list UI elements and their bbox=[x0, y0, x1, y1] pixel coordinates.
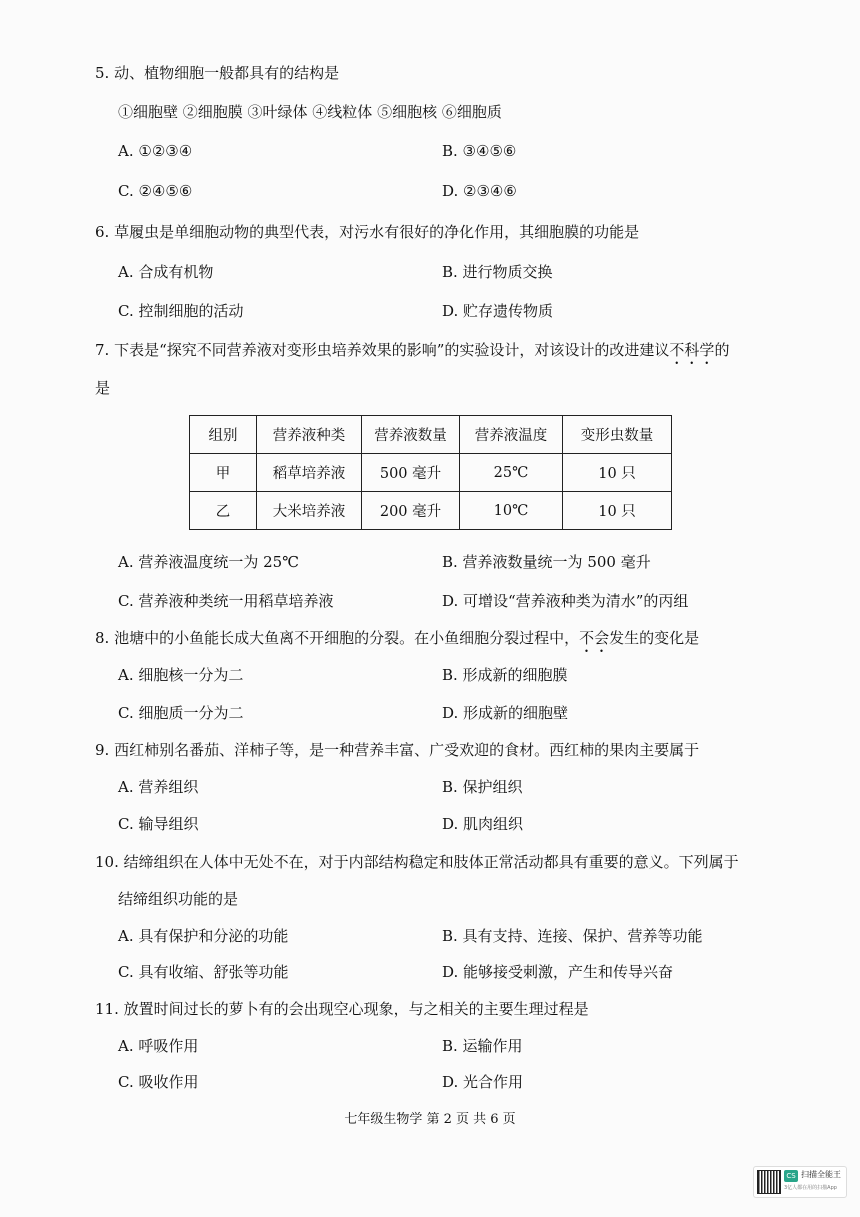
question-7-stem: 7. 下表是“探究不同营养液对变形虫培养效果的影响”的实验设计，对该设计的改进建议不科学的 bbox=[95, 341, 730, 359]
table-header: 营养液温度 bbox=[460, 416, 563, 454]
table-cell: 25℃ bbox=[460, 454, 563, 492]
question-9-stem: 9. 西红柿别名番茄、洋柿子等，是一种营养丰富、广受欢迎的食材。西红柿的果肉主要属于 bbox=[95, 741, 700, 759]
scanner-app-tagline: 3亿人都在用的扫描App bbox=[784, 1185, 837, 1191]
question-9-option-d: D. 肌肉组织 bbox=[442, 815, 524, 833]
table-cell: 稻草培养液 bbox=[257, 454, 362, 492]
question-10-stem-line2: 结缔组织功能的是 bbox=[118, 890, 239, 908]
question-5-stem: 5. 动、植物细胞一般都具有的结构是 bbox=[95, 64, 340, 82]
table-row bbox=[190, 454, 672, 492]
question-7-option-c: C. 营养液种类统一用稻草培养液 bbox=[118, 592, 334, 610]
question-7-stem-line2: 是 bbox=[95, 379, 111, 397]
page-footer: 七年级生物学 第 2 页 共 6 页 bbox=[344, 1112, 516, 1127]
question-11-option-c: C. 吸收作用 bbox=[118, 1073, 199, 1091]
question-6-option-c: C. 控制细胞的活动 bbox=[118, 302, 244, 320]
question-7-option-b: B. 营养液数量统一为 500 毫升 bbox=[442, 553, 651, 571]
table-cell: 10 只 bbox=[563, 492, 672, 530]
question-9-option-a: A. 营养组织 bbox=[118, 778, 199, 796]
question-6-option-d: D. 贮存遗传物质 bbox=[442, 302, 554, 320]
table-header: 组别 bbox=[190, 416, 257, 454]
question-5-items: ①细胞壁 ②细胞膜 ③叶绿体 ④线粒体 ⑤细胞核 ⑥细胞质 bbox=[118, 103, 502, 121]
question-6-stem: 6. 草履虫是单细胞动物的典型代表，对污水有很好的净化作用，其细胞膜的功能是 bbox=[95, 223, 640, 241]
question-11-option-b: B. 运输作用 bbox=[442, 1037, 523, 1055]
question-8-option-b: B. 形成新的细胞膜 bbox=[442, 666, 568, 684]
question-6-option-b: B. 进行物质交换 bbox=[442, 263, 553, 281]
experiment-table bbox=[189, 415, 672, 530]
question-5-option-d: D. ②③④⑥ bbox=[442, 182, 517, 200]
scanner-app-name: 扫描全能王 bbox=[801, 1170, 841, 1179]
question-10-option-a: A. 具有保护和分泌的功能 bbox=[118, 927, 289, 945]
table-cell: 大米培养液 bbox=[257, 492, 362, 530]
question-11-option-a: A. 呼吸作用 bbox=[118, 1037, 199, 1055]
emphasis-dot-text: 不会 bbox=[579, 629, 610, 647]
question-6-option-a: A. 合成有机物 bbox=[118, 263, 214, 281]
table-row bbox=[190, 492, 672, 530]
question-10-stem: 10. 结缔组织在人体中无处不在，对于内部结构稳定和肢体正常活动都具有重要的意义。下列属于 bbox=[95, 853, 739, 871]
table-cell: 200 毫升 bbox=[362, 492, 460, 530]
table-header: 营养液数量 bbox=[362, 416, 460, 454]
question-7-option-a: A. 营养液温度统一为 25℃ bbox=[118, 553, 300, 571]
question-5-option-b: B. ③④⑤⑥ bbox=[442, 142, 517, 160]
scanner-watermark bbox=[753, 1166, 847, 1198]
table-cell: 10 只 bbox=[563, 454, 672, 492]
table-cell: 乙 bbox=[190, 492, 257, 530]
emphasis-dot-text: 不科学 bbox=[669, 341, 715, 359]
question-10-option-c: C. 具有收缩、舒张等功能 bbox=[118, 963, 289, 981]
table-cell: 500 毫升 bbox=[362, 454, 460, 492]
question-8-stem: 8. 池塘中的小鱼能长成大鱼离不开细胞的分裂。在小鱼细胞分裂过程中，不会发生的变化是 bbox=[95, 629, 700, 647]
question-8-option-c: C. 细胞质一分为二 bbox=[118, 704, 244, 722]
table-header: 营养液种类 bbox=[257, 416, 362, 454]
question-11-stem: 11. 放置时间过长的萝卜有的会出现空心现象，与之相关的主要生理过程是 bbox=[95, 1000, 589, 1018]
table-cell: 甲 bbox=[190, 454, 257, 492]
table-header-row bbox=[190, 416, 672, 454]
table-header: 变形虫数量 bbox=[563, 416, 672, 454]
question-9-option-b: B. 保护组织 bbox=[442, 778, 523, 796]
question-7-option-d: D. 可增设“营养液种类为清水”的丙组 bbox=[442, 592, 689, 610]
question-9-option-c: C. 输导组织 bbox=[118, 815, 199, 833]
question-8-option-d: D. 形成新的细胞壁 bbox=[442, 704, 569, 722]
question-5-option-c: C. ②④⑤⑥ bbox=[118, 182, 193, 200]
table-cell: 10℃ bbox=[460, 492, 563, 530]
qr-code-icon bbox=[757, 1170, 781, 1194]
question-10-option-d: D. 能够接受刺激，产生和传导兴奋 bbox=[442, 963, 674, 981]
question-11-option-d: D. 光合作用 bbox=[442, 1073, 524, 1091]
question-8-option-a: A. 细胞核一分为二 bbox=[118, 666, 244, 684]
question-10-option-b: B. 具有支持、连接、保护、营养等功能 bbox=[442, 927, 703, 945]
question-5-option-a: A. ①②③④ bbox=[118, 142, 193, 160]
camscanner-logo-icon: CS bbox=[784, 1170, 798, 1182]
